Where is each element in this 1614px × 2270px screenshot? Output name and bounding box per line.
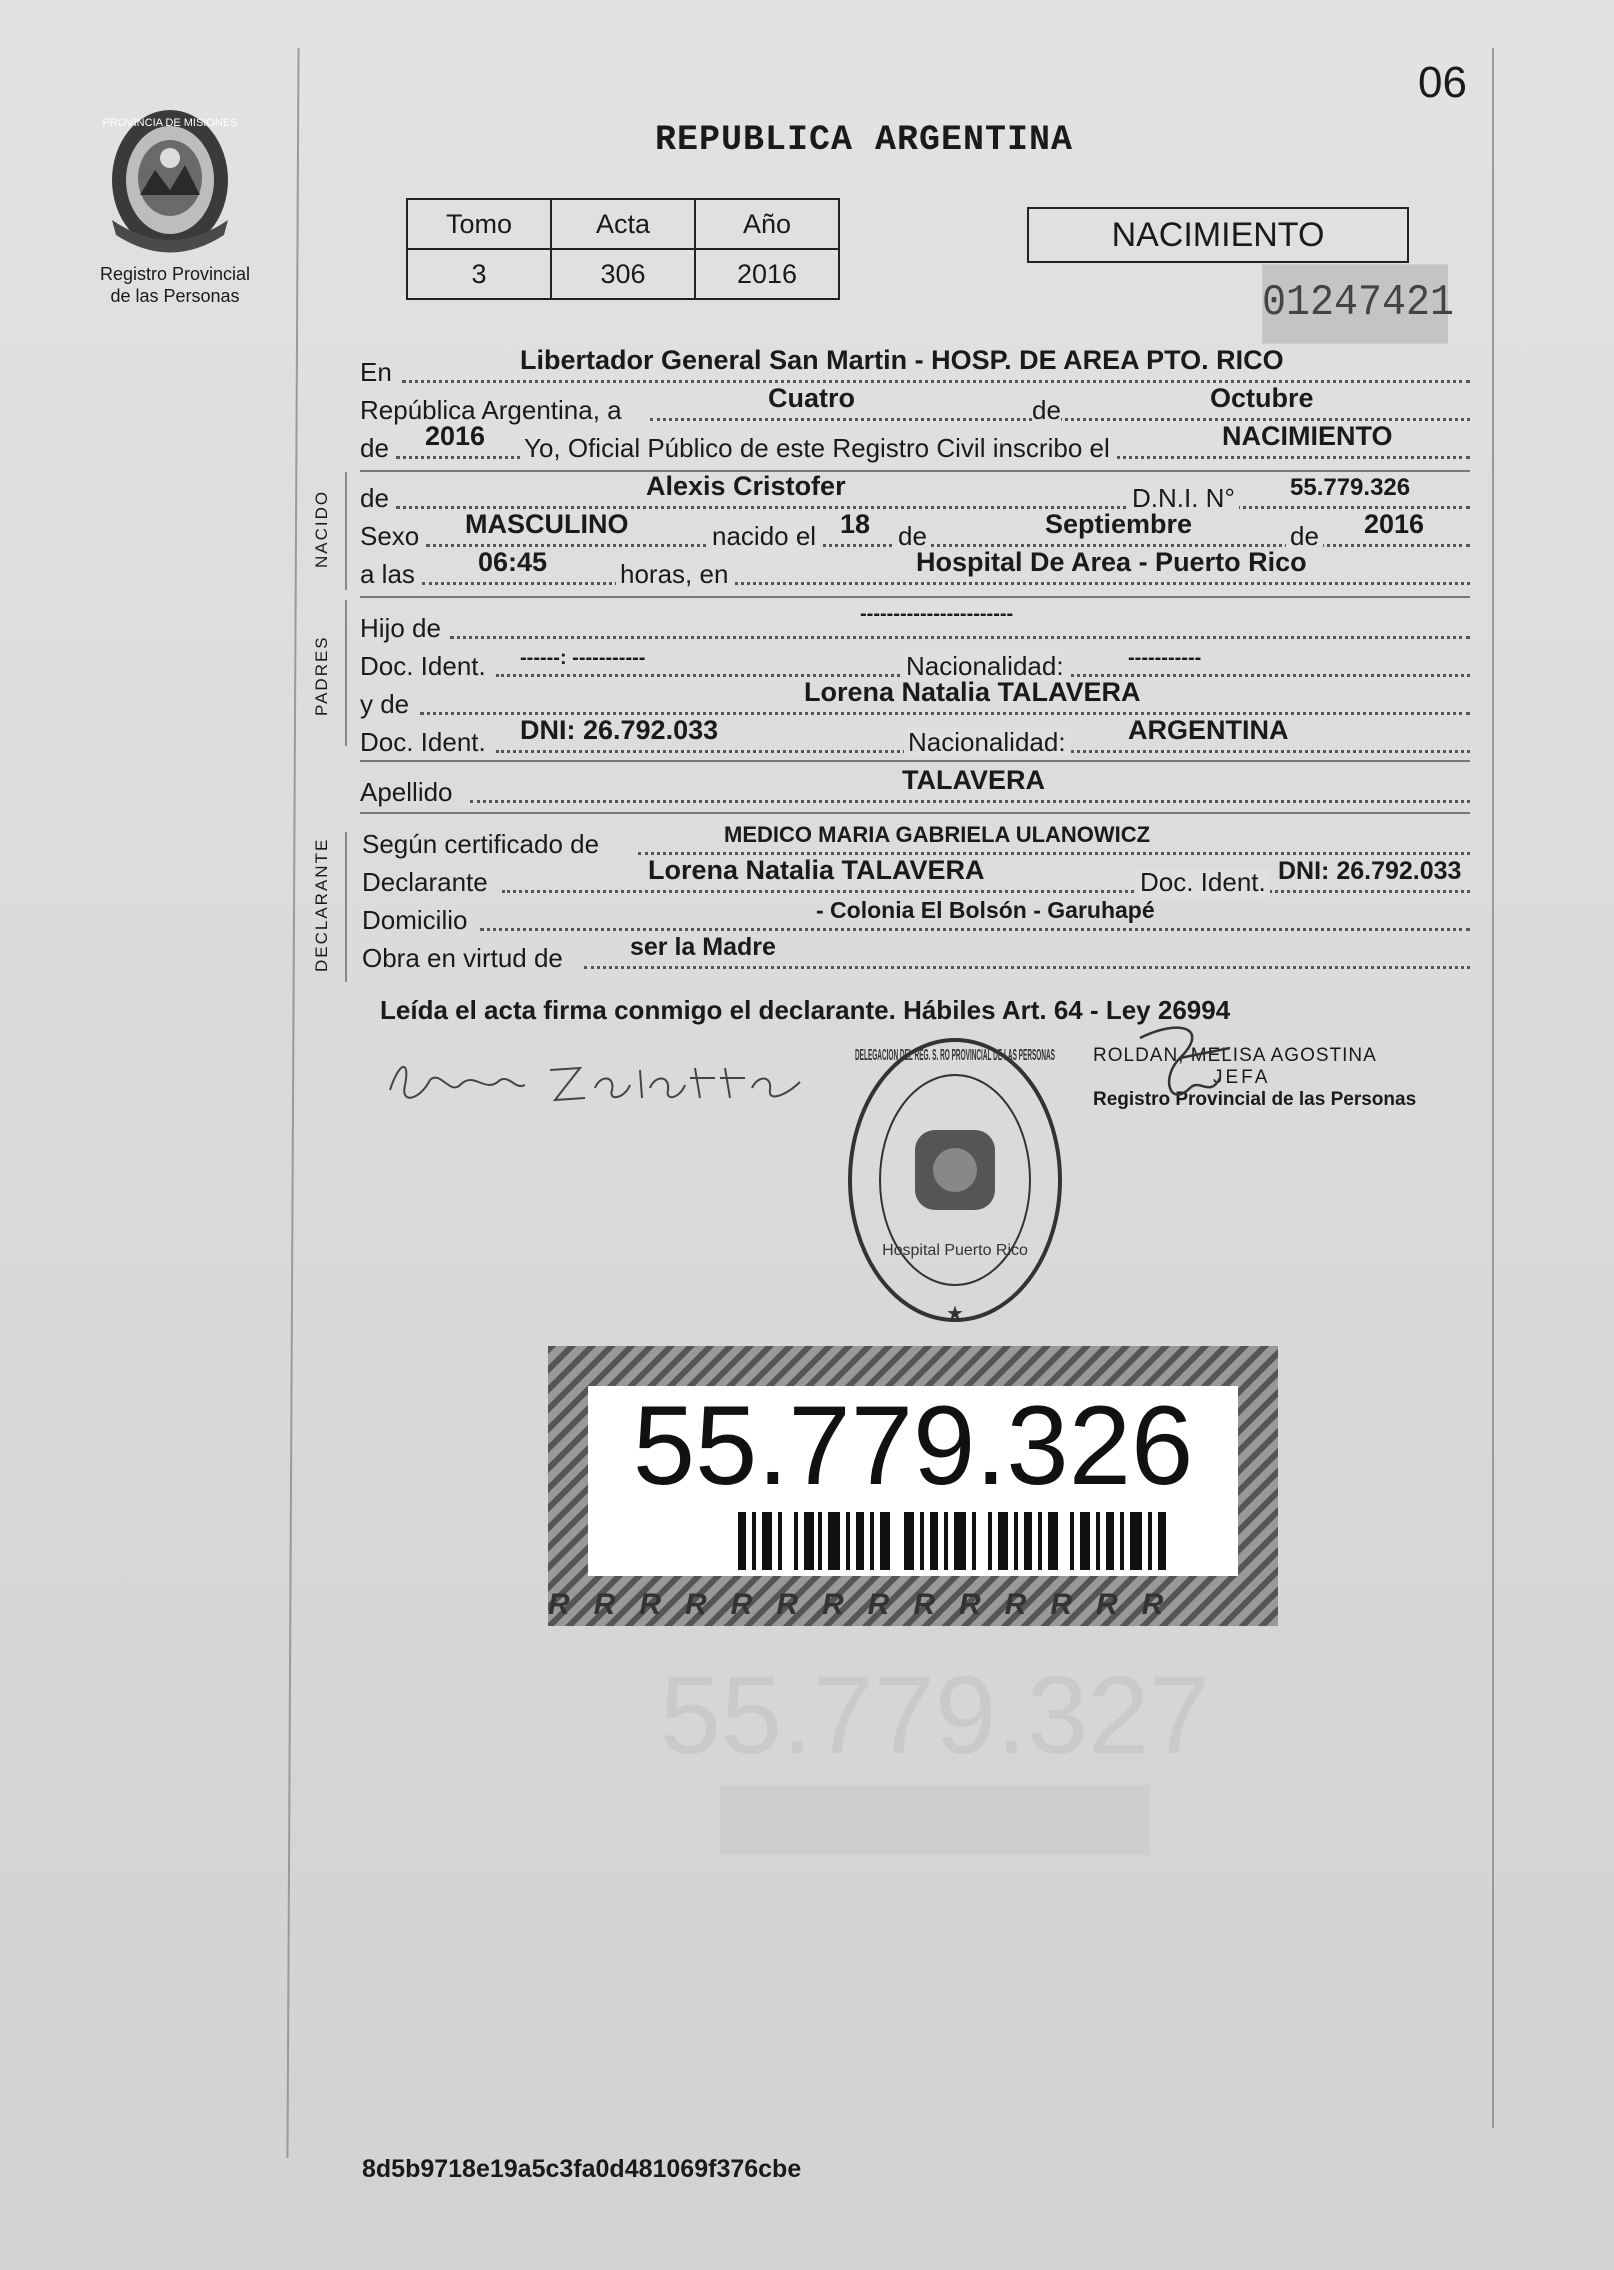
certificado-value: MEDICO MARIA GABRIELA ULANOWICZ <box>724 822 1151 847</box>
acta-header: Acta <box>551 199 695 249</box>
republica-label: República Argentina, a <box>360 395 622 425</box>
barcode-label <box>588 1383 1238 1576</box>
padres-label: PADRES <box>312 635 331 716</box>
birth-place: Hospital De Area - Puerto Rico <box>916 547 1307 577</box>
inscribo-text: Yo, Oficial Público de este Registro Civil inscribo el <box>520 433 1114 464</box>
row-obra <box>360 933 1470 974</box>
section-divider <box>360 760 1470 762</box>
father-doc: ------: ----------- <box>520 647 646 669</box>
row-mother-doc <box>360 715 1470 758</box>
row-declarante <box>360 855 1470 898</box>
tomo-value: 3 <box>407 249 551 299</box>
doc-ident-label: Doc. Ident. <box>360 651 486 681</box>
row-apellido <box>360 765 1470 808</box>
declarante-label: DECLARANTE <box>312 837 331 972</box>
barcode-r-pattern: RRRRRRRRRRRRRR <box>548 1588 1188 1621</box>
month-value: Octubre <box>1210 383 1314 413</box>
hijo-de-label: Hijo de <box>360 613 441 643</box>
dotted-line <box>422 582 1470 585</box>
closing-statement: Leída el acta firma conmigo el declarante. Hábiles Art. 64 - Ley 26994 <box>380 995 1231 1025</box>
acta-value: 306 <box>551 249 695 299</box>
declarant-signature <box>380 1050 850 1110</box>
dotted-line <box>450 636 1470 639</box>
section-divider <box>360 596 1470 598</box>
row-domicilio <box>360 897 1470 936</box>
horas-en-label: horas, en <box>616 559 732 590</box>
dni-label: D.N.I. N° <box>1128 483 1239 514</box>
barcode-bars <box>738 1512 1178 1570</box>
logo-caption-line1: Registro Provincial <box>99 264 251 284</box>
year-value: 2016 <box>425 421 486 451</box>
row-year <box>360 421 1470 464</box>
mother-nationality: ARGENTINA <box>1128 715 1289 745</box>
birth-day: 18 <box>840 509 871 539</box>
dotted-line <box>480 928 1470 931</box>
apellido-label: Apellido <box>360 777 453 807</box>
bleed-through-barcode <box>595 1652 1275 1852</box>
right-margin-line <box>1492 48 1494 2128</box>
birth-year: 2016 <box>1364 509 1425 539</box>
declarante-field-label: Declarante <box>362 867 488 897</box>
official-signature <box>1120 1018 1250 1118</box>
doc-ident-label: Doc. Ident. <box>360 727 486 757</box>
bleed-through-number: 55.779.327 <box>659 1654 1211 1777</box>
child-name: Alexis Cristofer <box>646 471 846 501</box>
dotted-line <box>502 890 1470 893</box>
document-hash: 8d5b9718e19a5c3fa0d481069f376cbe <box>362 2155 802 2183</box>
nacido-bar <box>345 472 347 590</box>
de-label-2: de <box>1286 521 1323 552</box>
de-label: de <box>360 483 389 513</box>
row-nacido-hora <box>360 547 1470 590</box>
logo-caption-line2: de las Personas <box>110 286 240 306</box>
stamp-inner-text: Hospital Puerto Rico <box>882 1242 1028 1259</box>
en-label: En <box>360 357 392 387</box>
serial-number: 01247421 <box>1262 264 1448 343</box>
en-value: Libertador General San Martin - HOSP. DE AREA PTO. RICO <box>520 345 1284 375</box>
tomo-header: Tomo <box>407 199 551 249</box>
row-hijo-de <box>360 603 1470 644</box>
declarante-doc: DNI: 26.792.033 <box>1278 857 1462 885</box>
sexo-label: Sexo <box>360 521 420 551</box>
nacido-el-label: nacido el <box>708 521 820 552</box>
logo-caption <box>80 263 270 307</box>
document-title: REPUBLICA ARGENTINA <box>655 120 1074 160</box>
stamp-ring-text: DELEGACION DEL REG. S. RO PROVINCIAL DE LAS PERSONAS <box>855 1047 1056 1064</box>
dotted-line <box>470 800 1470 803</box>
barcode-number: 55.779.326 <box>632 1383 1194 1508</box>
section-divider <box>360 812 1470 814</box>
official-role: JEFA <box>1213 1067 1271 1088</box>
left-margin-line <box>286 48 299 2158</box>
obra-value: ser la Madre <box>630 933 776 961</box>
y-de-label: y de <box>360 689 410 719</box>
de-label: de <box>360 433 389 463</box>
child-dni: 55.779.326 <box>1290 474 1411 501</box>
padres-bar <box>345 600 347 746</box>
sexo-value: MASCULINO <box>465 509 629 539</box>
misiones-logo <box>100 100 240 260</box>
de-label: de <box>894 521 931 552</box>
dotted-line <box>584 966 1470 969</box>
birth-month: Septiembre <box>1045 509 1193 539</box>
father-nationality: ----------- <box>1128 647 1202 669</box>
hospital-stamp <box>835 1020 1075 1340</box>
record-table <box>406 198 840 300</box>
mother-doc: DNI: 26.792.033 <box>520 715 719 745</box>
barcode-sticker <box>548 1346 1278 1626</box>
doc-ident-label: Doc. Ident. <box>1136 867 1270 898</box>
bleed-through-bars <box>720 1785 1150 1855</box>
official-org: Registro Provincial de las Personas <box>1093 1089 1417 1110</box>
mother-name: Lorena Natalia TALAVERA <box>804 677 1141 707</box>
anio-value: 2016 <box>695 249 839 299</box>
page-number: 06 <box>1418 58 1467 107</box>
logo-text: PROVINCIA DE MISIONES <box>102 117 238 129</box>
a-las-label: a las <box>360 559 415 589</box>
nacido-label: NACIDO <box>312 489 331 568</box>
nacionalidad-label: Nacionalidad: <box>902 651 1068 682</box>
birth-time: 06:45 <box>478 547 548 577</box>
star-icon: ★ <box>946 1303 964 1325</box>
record-kind-value: NACIMIENTO <box>1222 421 1393 451</box>
declarante-value: Lorena Natalia TALAVERA <box>648 855 985 885</box>
domicilio-label: Domicilio <box>362 905 468 935</box>
record-type-box: NACIMIENTO <box>1027 207 1409 263</box>
apellido-value: TALAVERA <box>902 765 1045 795</box>
section-divider <box>360 470 1470 472</box>
day-value: Cuatro <box>768 383 855 413</box>
father-name: ----------------------- <box>860 603 1014 625</box>
domicilio-value: - Colonia El Bolsón - Garuhapé <box>816 897 1155 923</box>
de-label: de <box>1032 395 1061 425</box>
anio-header: Año <box>695 199 839 249</box>
obra-label: Obra en virtud de <box>362 943 563 973</box>
declarante-bar <box>345 832 347 982</box>
nacionalidad-label: Nacionalidad: <box>904 727 1070 758</box>
certificado-label: Según certificado de <box>362 829 600 859</box>
official-name: ROLDAN, MELISA AGOSTINA <box>1093 1045 1377 1066</box>
